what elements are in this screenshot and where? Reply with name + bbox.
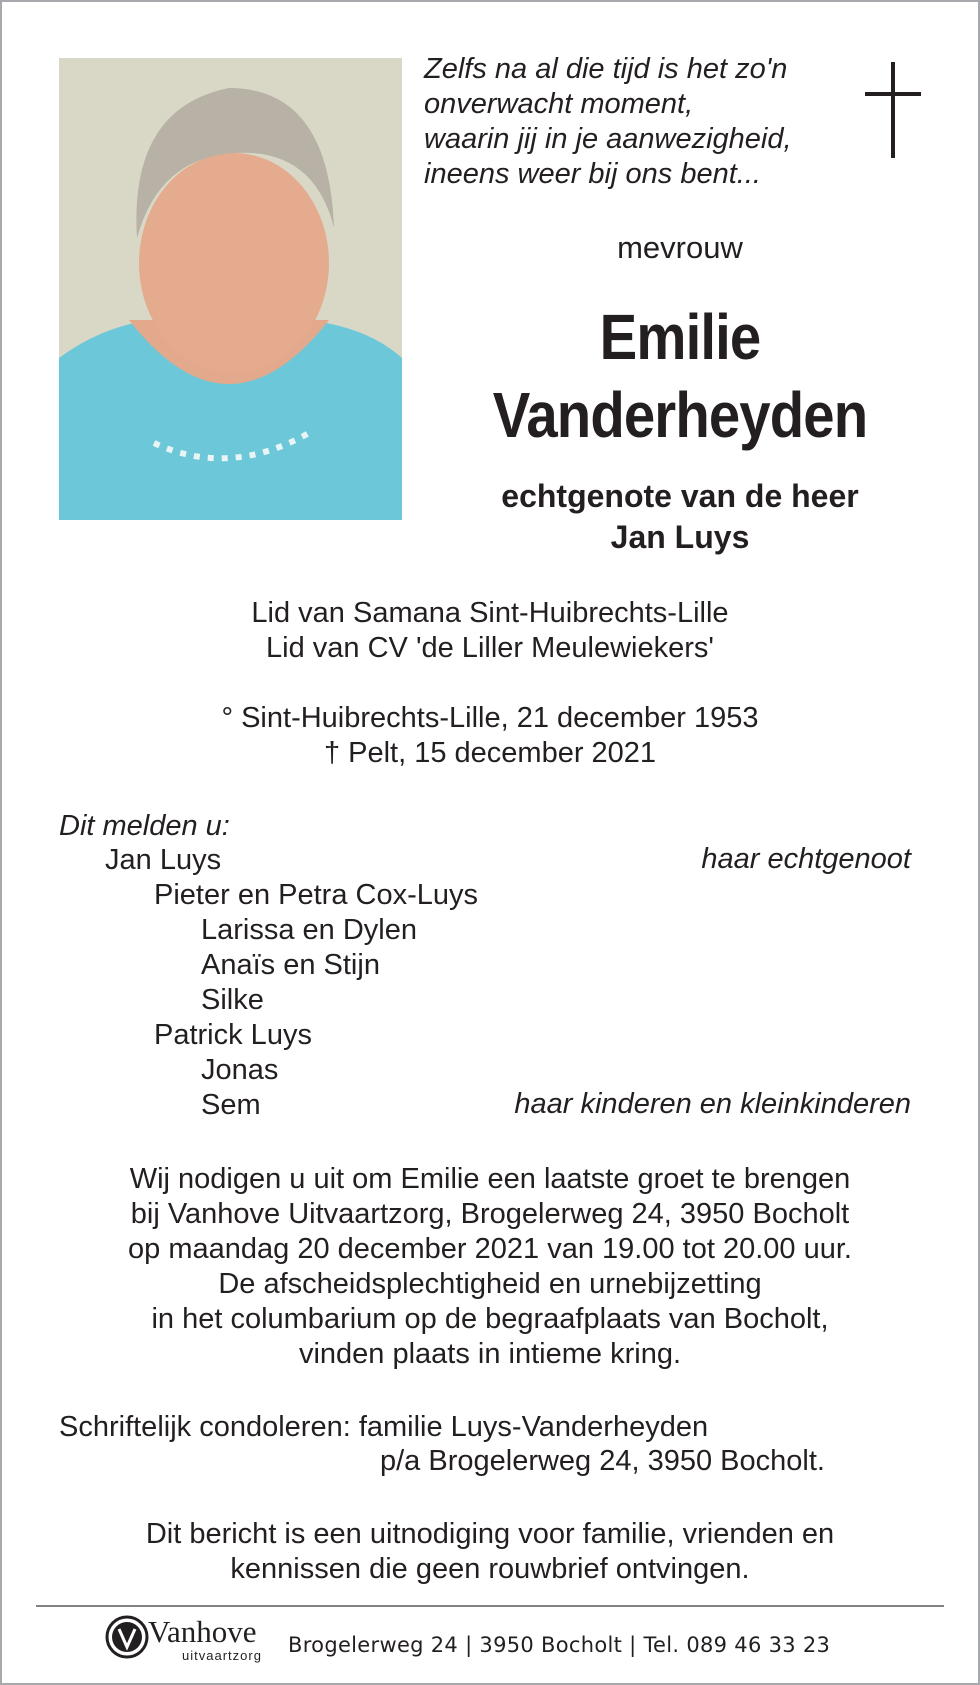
cross-icon: [865, 62, 921, 158]
invitation-line: bij Vanhove Uitvaartzorg, Brogelerweg 24, 3950 Bocholt: [130, 1198, 850, 1230]
death-line: [0, 736, 980, 771]
membership-line: Lid van CV 'de Liller Meulewiekers': [266, 632, 714, 664]
logo-subtitle: uitvaartzorg: [182, 1648, 262, 1663]
last-name: Vanderheyden: [492, 379, 868, 451]
footer-address: Brogelerweg 24 | 3950 Bocholt | Tel. 089 46 33 23: [288, 1633, 831, 1657]
spouse-info: [420, 476, 940, 558]
condolence-address: p/a Brogelerweg 24, 3950 Bocholt.: [380, 1445, 825, 1477]
invitation-line: in het columbarium op de begraafplaats van Bocholt,: [151, 1303, 829, 1335]
spouse-line: echtgenote van de heer: [501, 478, 859, 514]
death-text: Pelt, 15 december 2021: [340, 737, 657, 769]
family-member: Pieter en Petra Cox-Luys: [154, 879, 478, 911]
relation-children: haar kinderen en kleinkinderen: [514, 1088, 911, 1120]
honorific: mevrouw: [617, 230, 743, 265]
logo-name: Vanhove: [148, 1614, 257, 1649]
memberships: [0, 596, 980, 666]
family-member: Silke: [201, 984, 264, 1016]
invitation-line: Wij nodigen u uit om Emilie een laatste groet te brengen: [129, 1163, 851, 1195]
family-member: Anaïs en Stijn: [201, 949, 380, 981]
family-member: Larissa en Dylen: [201, 914, 417, 946]
family-member: Jan Luys: [105, 844, 222, 876]
life-dates: [0, 701, 980, 771]
condolence-line: Schriftelijk condoleren: familie Luys-Vanderheyden: [59, 1411, 709, 1443]
invitation: [0, 1162, 980, 1372]
invitation-line: De afscheidsplechtigheid en urnebijzetting: [218, 1268, 762, 1300]
family-member: Sem: [201, 1089, 261, 1121]
first-name: Emilie: [599, 301, 761, 373]
quote-line: ineens weer bij ons bent...: [424, 158, 761, 190]
birth-line: ° Sint-Huibrechts-Lille, 21 december 1953: [221, 702, 759, 734]
invitation-line: vinden plaats in intieme kring.: [298, 1338, 682, 1370]
notice-line: kennissen die geen rouwbrief ontvingen.: [230, 1553, 750, 1585]
announcement-heading: Dit melden u:: [59, 810, 230, 842]
footer-divider: [36, 1605, 944, 1607]
relation-spouse: haar echtgenoot: [701, 843, 911, 875]
family-member: Jonas: [201, 1054, 279, 1086]
portrait-photo: [59, 58, 402, 520]
quote-line: Zelfs na al die tijd is het zo'n: [424, 53, 788, 85]
logo-emblem-icon: [104, 1614, 150, 1660]
invitation-line: op maandag 20 december 2021 van 19.00 tot 20.00 uur.: [128, 1233, 852, 1265]
quote-line: waarin jij in je aanwezigheid,: [424, 123, 792, 155]
notice-line: Dit bericht is een uitnodiging voor familie, vrienden en: [145, 1518, 835, 1550]
dagger-icon: †: [323, 737, 341, 769]
memorial-quote: [424, 52, 792, 192]
membership-line: Lid van Samana Sint-Huibrechts-Lille: [251, 597, 729, 629]
deceased-name: [451, 298, 909, 454]
funeral-home-logo: [104, 1612, 272, 1666]
spouse-name: Jan Luys: [610, 519, 750, 555]
family-member: Patrick Luys: [154, 1019, 312, 1051]
quote-line: onverwacht moment,: [424, 88, 694, 120]
notice: [0, 1517, 980, 1587]
